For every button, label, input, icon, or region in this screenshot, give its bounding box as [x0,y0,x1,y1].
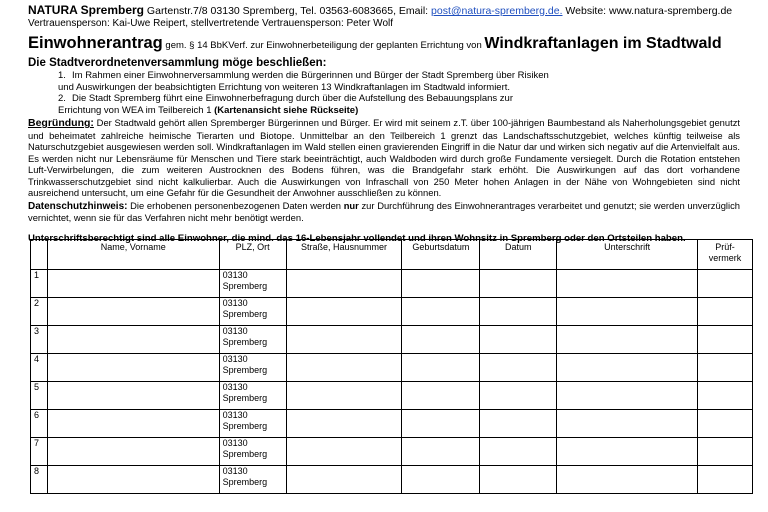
plz-cell[interactable]: 03130 Spremberg [219,326,286,354]
table-header-row [31,240,753,270]
org-name: NATURA Spremberg [28,3,145,17]
name-cell[interactable] [47,298,219,326]
street-cell[interactable] [286,466,402,494]
table-row [31,438,753,466]
birthdate-cell[interactable] [402,382,480,410]
plz-cell[interactable]: 03130 Spremberg [219,438,286,466]
check-cell[interactable] [698,382,753,410]
col-number [31,240,48,270]
name-cell[interactable] [47,326,219,354]
date-cell[interactable] [480,466,557,494]
table-row [31,410,753,438]
name-cell[interactable] [47,270,219,298]
signature-cell[interactable] [557,298,698,326]
signature-cell[interactable] [557,438,698,466]
signature-cell[interactable] [557,466,698,494]
check-cell[interactable] [698,438,753,466]
website-text: Website: www.natura-spremberg.de [562,5,733,17]
email-link[interactable]: post@natura-spremberg.de. [431,5,563,17]
street-cell[interactable] [286,326,402,354]
date-cell[interactable] [480,438,557,466]
eligibility-note: Unterschriftsberechtigt sind alle Einwohner, die mind. das 16-Lebensjahr vollendet und ihren Wohnsitz in Spremberg oder den Ortsteilen haben. [28,232,686,244]
check-cell[interactable] [698,270,753,298]
street-cell[interactable] [286,298,402,326]
plz-cell[interactable]: 03130 Spremberg [219,466,286,494]
header-line [28,4,740,18]
signature-cell[interactable] [557,410,698,438]
street-cell[interactable] [286,410,402,438]
birthdate-cell[interactable] [402,270,480,298]
row-number: 4 [31,354,48,382]
table-row [31,466,753,494]
plz-cell[interactable]: 03130 Spremberg [219,354,286,382]
street-cell[interactable] [286,354,402,382]
col-plz: PLZ, Ort [219,240,286,270]
motion-subtitle: Die Stadtverordnetenversammlung möge beschließen: [28,57,327,69]
row-number: 6 [31,410,48,438]
plz-cell[interactable]: 03130 Spremberg [219,382,286,410]
contacts-line: Vertrauensperson: Kai-Uwe Reipert, stellvertretende Vertrauensperson: Peter Wolf [28,18,393,29]
name-cell[interactable] [47,354,219,382]
list-item-cont: Errichtung von WEA im Teilbereich 1 (Kartenansicht siehe Rückseite) [58,104,359,116]
col-name: Name, Vorname [47,240,219,270]
birthdate-cell[interactable] [402,410,480,438]
list-item: 2. Die Stadt Spremberg führt eine Einwohnerbefragung durch über die Aufstellung des Bebauungsplans zur [58,93,513,104]
name-cell[interactable] [47,438,219,466]
check-cell[interactable] [698,410,753,438]
row-number: 7 [31,438,48,466]
street-cell[interactable] [286,270,402,298]
plz-cell[interactable]: 03130 Spremberg [219,270,286,298]
name-cell[interactable] [47,466,219,494]
org-address: Gartenstr.7/8 03130 Spremberg, Tel. 03563-6083665, Email: [144,5,432,17]
table-row [31,298,753,326]
signature-cell[interactable] [557,354,698,382]
date-cell[interactable] [480,326,557,354]
street-cell[interactable] [286,382,402,410]
name-cell[interactable] [47,382,219,410]
map-note: (Kartenansicht siehe Rückseite) [214,104,359,116]
check-cell[interactable] [698,354,753,382]
plz-cell[interactable]: 03130 Spremberg [219,410,286,438]
reason-paragraph [28,117,740,199]
check-cell[interactable] [698,466,753,494]
row-number: 2 [31,298,48,326]
privacy-paragraph: Datenschutzhinweis: Die erhobenen personenbezogenen Daten werden nur zur Durchführung des Einwohnerantrages verarbeitet und genutzt; sie werden unverzüglich vernichtet, wenn sie für das Verfahren nicht mehr benötigt werden. [28,199,740,223]
table-row [31,326,753,354]
name-cell[interactable] [47,410,219,438]
page-title: Einwohnerantrag [28,34,163,52]
date-cell[interactable] [480,354,557,382]
date-cell[interactable] [480,410,557,438]
law-reference: gem. § 14 BbKVerf. zur Einwohnerbeteiligung der geplanten Errichtung von [162,40,485,51]
signature-cell[interactable] [557,326,698,354]
table-row [31,382,753,410]
birthdate-cell[interactable] [402,438,480,466]
birthdate-cell[interactable] [402,354,480,382]
col-birthdate: Geburtsdatum [402,240,480,270]
col-check: Prüf-vermerk [698,240,753,270]
row-number: 1 [31,270,48,298]
reason-label: Begründung: [28,117,94,129]
list-item-cont: und Auswirkungen der beabsichtigten Errichtung von weiteren 13 Windkraftanlagen im Stadtwald informiert. [58,81,511,93]
row-number: 5 [31,382,48,410]
col-street: Straße, Hausnummer [286,240,402,270]
col-date: Datum [480,240,557,270]
signature-cell[interactable] [557,382,698,410]
birthdate-cell[interactable] [402,326,480,354]
privacy-label: Datenschutzhinweis: [28,200,128,212]
row-number: 8 [31,466,48,494]
birthdate-cell[interactable] [402,466,480,494]
signature-table [30,239,753,494]
plz-cell[interactable]: 03130 Spremberg [219,298,286,326]
birthdate-cell[interactable] [402,298,480,326]
date-cell[interactable] [480,270,557,298]
title-topic: Windkraftanlagen im Stadtwald [484,35,722,52]
street-cell[interactable] [286,438,402,466]
check-cell[interactable] [698,298,753,326]
reason-text: Der Stadtwald gehört allen Spremberger Bürgerinnen und Bürger. Er wird mit seinem z.T. über 100-jährigen Baumbestand als Naherholungsgebiet genutzt und beheimatet zahlreiche heimische Tierarten und Biotope. Unmittelbar an den Teilbereich 1 grenzt das Landschaftsschutzgebiet, welches künftig teilweise als Naturschutzgebiet ausgewiesen werden soll. Windkraftanlagen im Wald stellen einen gravierenden Eingriff in die Natur dar und wirken sich negativ auf die Artenvielfalt aus. Es werden nicht nur Lebensräume für Menschen und Tiere stark beeinträchtigt, auch Waldboden wird durch große Fundamente versiegelt. Durch die Rotation entstehen Luft-Verwirbelungen, die zum weiteren Austrocknen des Bodens führen, was die Brandgefahr stark erhöht. Die Auswirkungen auf das dort vorhandene Trinkwasserschutzgebiet sind nicht kalkulierbar. Auch die Auswirkungen von Infraschall von 250 Meter hohen Anlagen in der Nähe von Wohngebieten sind nicht ausreichend untersucht, um eine Gefahr für die Gesundheit der Anwohner ausschließen zu können. [28,117,740,198]
date-cell[interactable] [480,382,557,410]
list-item: 1. Im Rahmen einer Einwohnerversammlung werden die Bürgerinnen und Bürger der Stadt Spremberg über Risiken [58,70,549,81]
table-row [31,354,753,382]
date-cell[interactable] [480,298,557,326]
signature-cell[interactable] [557,270,698,298]
row-number: 3 [31,326,48,354]
check-cell[interactable] [698,326,753,354]
title-line [28,33,740,56]
col-signature: Unterschrift [557,240,698,270]
motion-list [58,70,740,116]
table-row [31,270,753,298]
